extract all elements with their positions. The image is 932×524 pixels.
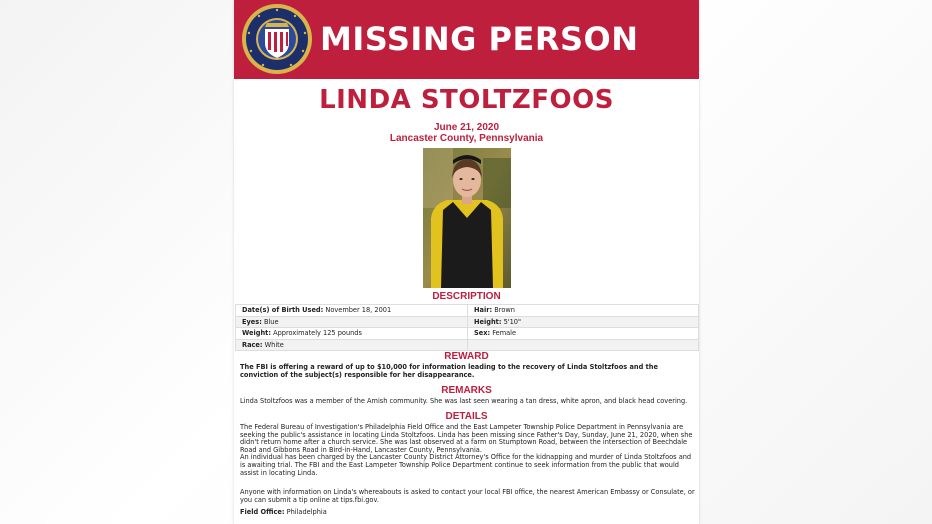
hair-label: Hair: (474, 306, 493, 315)
field-office-value: Philadelphia (286, 508, 327, 516)
table-row (236, 339, 699, 351)
remarks-text: Linda Stoltzfoos was a member of the Amish community. She was last seen wearing a tan dress, white apron, and black head covering. (240, 397, 688, 405)
eyes-value: Blue (263, 317, 279, 326)
race-value: White (264, 340, 284, 349)
reward-heading: REWARD (444, 351, 489, 362)
missing-location: Lancaster County, Pennsylvania (389, 133, 544, 144)
details-contact-paragraph: Anyone with information on Linda's whereabouts is asked to contact your local FBI office, the nearest American Embassy or Consulate, or you can submit a tip online at tips.fbi.gov. (240, 488, 695, 504)
hair-cell (468, 305, 699, 317)
race-cell (236, 339, 468, 351)
hair-value: Brown (494, 306, 515, 315)
dob-value: November 18, 2001 (325, 306, 392, 315)
description-heading: DESCRIPTION (432, 291, 501, 302)
fbi-seal-icon (241, 3, 313, 75)
eyes-cell (236, 316, 468, 328)
race-label: Race: (242, 340, 263, 349)
person-photo (423, 148, 511, 288)
height-value: 5'10" (503, 317, 522, 326)
weight-label: Weight: (242, 329, 271, 338)
remarks-heading: REMARKS (441, 385, 492, 396)
details-body (240, 424, 695, 477)
eyes-label: Eyes: (242, 317, 262, 326)
details-paragraph: An individual has been charged by the Lancaster County District Attorney's Office for the kidnapping and murder of Linda Stoltzfoos and is awaiting trial. The FBI and the East Lampeter Township Police Department continue to seek information from the public that would assist in locating Linda. (240, 453, 692, 477)
table-row (236, 316, 699, 328)
dob-label: Date(s) of Birth Used: (242, 306, 324, 315)
field-office (240, 509, 695, 517)
dob-cell (236, 305, 468, 317)
missing-person-poster (234, 0, 699, 524)
sex-label: Sex: (474, 329, 491, 338)
details-paragraph: The Federal Bureau of Investigation's Philadelphia Field Office and the East Lampeter Township Police Department in Pennsylvania are seeking the public's assistance in locating Linda Stoltzfoos. Linda has been missing since Father's Day, Sunday, June 21, 2020, when she didn't return home after a church service. She was last observed at a farm on Stumptown Road, between the intersection of Beechdale Road and Gibbons Road in Bird-in-Hand, Lancaster County, Pennsylvania. (240, 423, 693, 454)
description-table (235, 304, 699, 351)
reward-text: The FBI is offering a reward of up to $10,000 for information leading to the recovery of Linda Stoltzfoos and the conviction of the subject(s) responsible for her disappearance. (240, 363, 658, 379)
missing-date: June 21, 2020 (433, 122, 500, 133)
poster-banner (234, 0, 699, 79)
banner-title: MISSING PERSON (320, 20, 639, 58)
sex-cell (468, 328, 699, 340)
sex-value: Female (492, 329, 517, 338)
field-office-label: Field Office: (240, 508, 285, 516)
height-cell (468, 316, 699, 328)
height-label: Height: (474, 317, 502, 326)
empty-cell (468, 339, 699, 351)
weight-value: Approximately 125 pounds (273, 329, 362, 338)
table-row (236, 305, 699, 317)
table-row (236, 328, 699, 340)
details-heading: DETAILS (445, 411, 488, 422)
weight-cell (236, 328, 468, 340)
missing-person-name: LINDA STOLTZFOOS (319, 85, 614, 115)
